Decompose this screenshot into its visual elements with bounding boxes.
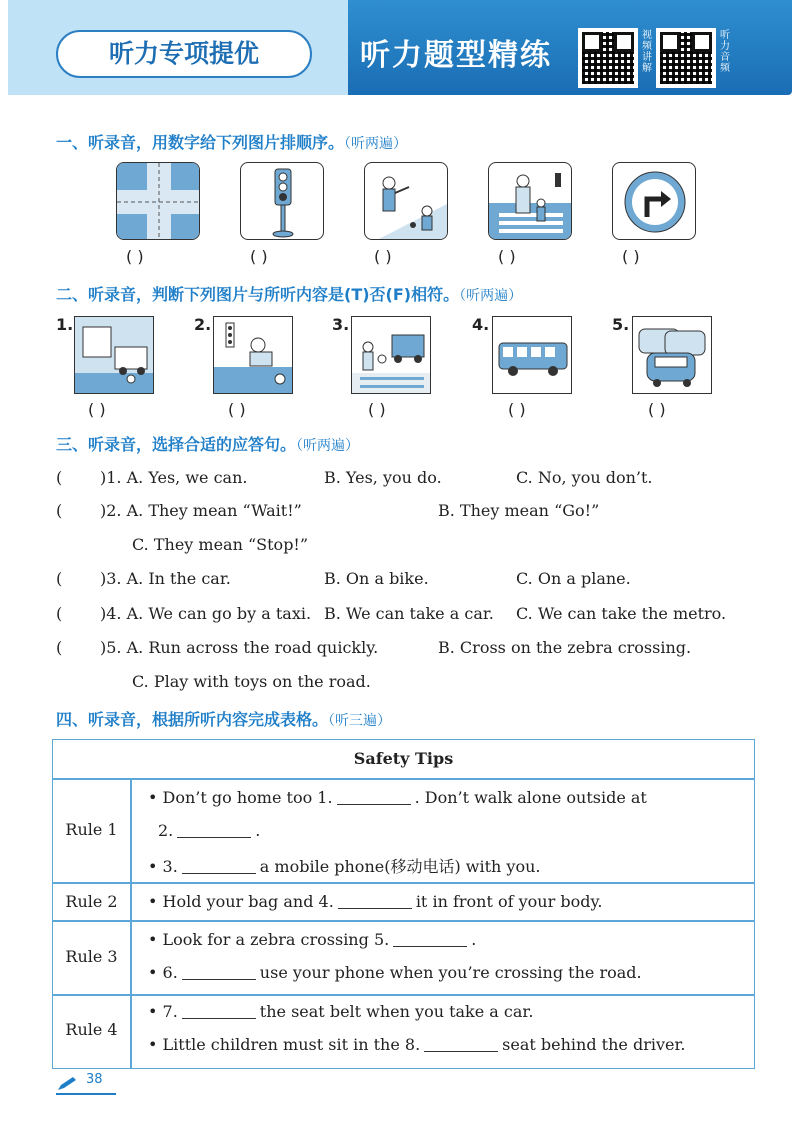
picture-policeman bbox=[364, 162, 448, 240]
answer-bracket[interactable]: ( bbox=[56, 638, 63, 657]
tip-text: seat behind the driver. bbox=[502, 1035, 686, 1054]
picture-traffic-light bbox=[240, 162, 324, 240]
table-column-divider bbox=[130, 778, 132, 1068]
tip-text: 2. bbox=[158, 821, 174, 840]
picture-family-crossing bbox=[351, 316, 431, 394]
section-tag: 听力专项提优 bbox=[56, 30, 312, 78]
option-c[interactable]: C. Play with toys on the road. bbox=[132, 672, 371, 691]
table-divider bbox=[53, 994, 754, 996]
answer-bracket[interactable]: ( ) bbox=[622, 247, 640, 266]
part1-heading bbox=[56, 130, 407, 153]
item-number: 5. bbox=[612, 315, 630, 334]
rule-label: Rule 1 bbox=[65, 820, 118, 839]
option-a[interactable]: )5. A. Run across the road quickly. bbox=[100, 638, 379, 657]
tip-line bbox=[158, 821, 260, 840]
qr-code-audio[interactable] bbox=[656, 28, 716, 88]
rule-label: Rule 2 bbox=[65, 892, 118, 911]
tip-text: it in front of your body. bbox=[415, 892, 603, 911]
traffic-light-icon bbox=[241, 163, 324, 240]
option-b[interactable]: B. Cross on the zebra crossing. bbox=[438, 638, 692, 657]
answer-bracket[interactable]: ( ) bbox=[498, 247, 516, 266]
tip-line bbox=[148, 930, 476, 949]
tip-text: • Look for a zebra crossing 5. bbox=[148, 930, 390, 949]
rule-label: Rule 3 bbox=[65, 947, 118, 966]
boy-fallen-icon bbox=[214, 317, 293, 394]
part4-heading bbox=[56, 707, 391, 730]
tip-text: the seat belt when you take a car. bbox=[259, 1002, 534, 1021]
option-b[interactable]: B. They mean “Go!” bbox=[438, 501, 600, 520]
answer-bracket[interactable]: ( ) bbox=[508, 400, 526, 419]
option-c[interactable]: C. No, you don’t. bbox=[516, 468, 653, 487]
crossroads-icon bbox=[117, 163, 200, 240]
tip-line bbox=[148, 788, 647, 807]
tip-text: • Don’t go home too 1. bbox=[148, 788, 333, 807]
picture-zebra-crossing bbox=[488, 162, 572, 240]
option-c[interactable]: C. They mean “Stop!” bbox=[132, 535, 309, 554]
answer-bracket[interactable]: ( ) bbox=[88, 400, 106, 419]
tip-text: . Don’t walk alone outside at bbox=[414, 788, 647, 807]
policeman-icon bbox=[365, 163, 448, 240]
rule-label: Rule 4 bbox=[65, 1020, 118, 1039]
table-divider bbox=[53, 920, 754, 922]
pencil-icon bbox=[56, 1076, 78, 1092]
part2-note: （听两遍） bbox=[459, 288, 523, 304]
option-a[interactable]: )3. A. In the car. bbox=[100, 569, 231, 588]
tip-text: • Little children must sit in the 8. bbox=[148, 1035, 421, 1054]
answer-blank[interactable] bbox=[337, 804, 411, 805]
page-title: 听力题型精练 bbox=[360, 38, 552, 73]
tip-text: • 3. bbox=[148, 857, 178, 876]
picture-turn-right-sign bbox=[612, 162, 696, 240]
tip-line bbox=[148, 892, 602, 911]
picture-bus bbox=[492, 316, 572, 394]
picture-ambulance-street bbox=[74, 316, 154, 394]
tip-text: use your phone when you’re crossing the road. bbox=[259, 963, 642, 982]
tip-line bbox=[148, 1035, 685, 1054]
bus-icon bbox=[493, 317, 572, 394]
answer-blank[interactable] bbox=[338, 908, 412, 909]
part4-heading-text: 四、听录音，根据所听内容完成表格。 bbox=[56, 710, 329, 729]
answer-blank[interactable] bbox=[182, 979, 256, 980]
item-number: 1. bbox=[56, 315, 74, 334]
tip-line bbox=[148, 963, 642, 982]
answer-bracket[interactable]: ( bbox=[56, 569, 63, 588]
option-b[interactable]: B. On a bike. bbox=[324, 569, 429, 588]
answer-bracket[interactable]: ( bbox=[56, 604, 63, 623]
answer-bracket[interactable]: ( bbox=[56, 468, 63, 487]
option-c[interactable]: C. On a plane. bbox=[516, 569, 631, 588]
item-number: 2. bbox=[194, 315, 212, 334]
part2-heading-text: 二、听录音，判断下列图片与所听内容是(T)否(F)相符。 bbox=[56, 285, 460, 304]
answer-blank[interactable] bbox=[182, 873, 256, 874]
family-crossing-icon bbox=[352, 317, 431, 394]
part1-note: （听两遍） bbox=[344, 136, 408, 152]
qr-code-video[interactable] bbox=[578, 28, 638, 88]
footer-rule bbox=[56, 1093, 116, 1095]
picture-cars bbox=[632, 316, 712, 394]
tip-text: • Hold your bag and 4. bbox=[148, 892, 334, 911]
tip-text: . bbox=[471, 930, 477, 949]
qr-label-video: 视频讲解 bbox=[642, 30, 652, 74]
part3-heading-text: 三、听录音，选择合适的应答句。 bbox=[56, 435, 297, 454]
zebra-crossing-icon bbox=[489, 163, 572, 240]
answer-bracket[interactable]: ( bbox=[56, 501, 63, 520]
item-number: 3. bbox=[332, 315, 350, 334]
option-b[interactable]: B. We can take a car. bbox=[324, 604, 494, 623]
ambulance-street-icon bbox=[75, 317, 154, 394]
part2-heading bbox=[56, 282, 522, 305]
tip-line bbox=[148, 1002, 533, 1021]
option-a[interactable]: )2. A. They mean “Wait!” bbox=[100, 501, 302, 520]
item-number: 4. bbox=[472, 315, 490, 334]
answer-bracket[interactable]: ( ) bbox=[250, 247, 268, 266]
page-number: 38 bbox=[86, 1072, 103, 1087]
option-a[interactable]: )1. A. Yes, we can. bbox=[100, 468, 248, 487]
answer-bracket[interactable]: ( ) bbox=[648, 400, 666, 419]
part3-note: （听两遍） bbox=[296, 438, 360, 454]
safety-tips-table bbox=[52, 739, 755, 1069]
answer-bracket[interactable]: ( ) bbox=[374, 247, 392, 266]
answer-bracket[interactable]: ( ) bbox=[126, 247, 144, 266]
table-divider bbox=[53, 778, 754, 780]
option-a[interactable]: )4. A. We can go by a taxi. bbox=[100, 604, 312, 623]
answer-blank[interactable] bbox=[182, 1018, 256, 1019]
part1-heading-text: 一、听录音，用数字给下列图片排顺序。 bbox=[56, 133, 345, 152]
turn-right-sign-icon bbox=[613, 163, 696, 240]
qr-label-audio: 听力音频 bbox=[720, 30, 730, 74]
qr-code-icon bbox=[660, 32, 712, 84]
picture-boy-fallen bbox=[213, 316, 293, 394]
answer-blank[interactable] bbox=[177, 837, 251, 838]
tip-text: • 6. bbox=[148, 963, 178, 982]
part4-note: （听三遍） bbox=[328, 713, 392, 729]
option-b[interactable]: B. Yes, you do. bbox=[324, 468, 442, 487]
qr-code-icon bbox=[582, 32, 634, 84]
tip-text: a mobile phone(移动电话) with you. bbox=[259, 857, 541, 876]
part3-heading bbox=[56, 432, 359, 455]
answer-blank[interactable] bbox=[424, 1051, 498, 1052]
option-c[interactable]: C. We can take the metro. bbox=[516, 604, 727, 623]
tip-text: • 7. bbox=[148, 1002, 178, 1021]
answer-bracket[interactable]: ( ) bbox=[368, 400, 386, 419]
table-title: Safety Tips bbox=[353, 749, 454, 768]
answer-bracket[interactable]: ( ) bbox=[228, 400, 246, 419]
table-divider bbox=[53, 882, 754, 884]
picture-crossroads bbox=[116, 162, 200, 240]
tip-text: . bbox=[255, 821, 261, 840]
cars-icon bbox=[633, 317, 712, 394]
tip-line bbox=[148, 854, 540, 877]
answer-blank[interactable] bbox=[393, 946, 467, 947]
